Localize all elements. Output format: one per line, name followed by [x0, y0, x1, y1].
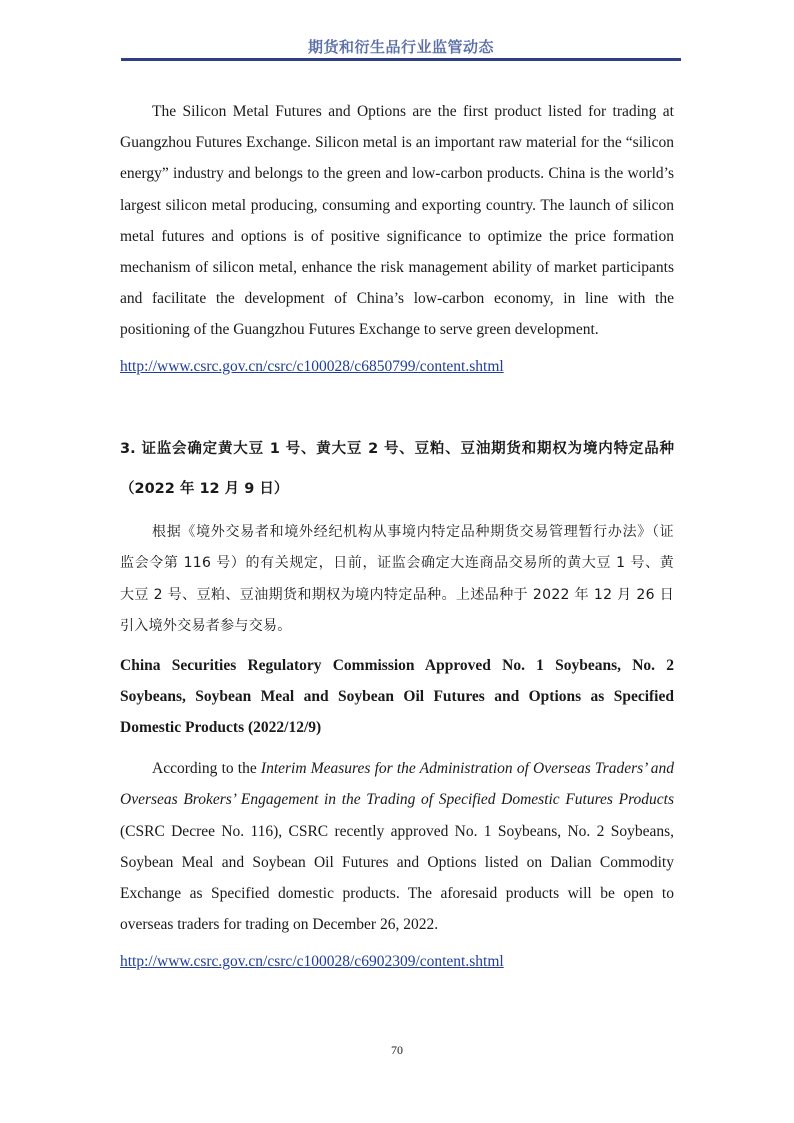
decree-title-italic: Interim Measures for the Administration of Overseas Traders’ and Overseas Brokers’ Engagement in the Trading of Specified Domestic Futures Products — [120, 760, 674, 809]
section-3-title-cn: 3. 证监会确定黄大豆 1 号、黄大豆 2 号、豆粕、豆油期货和期权为境内特定品种（2022 年 12 月 9 日） — [120, 440, 674, 497]
page-number: 70 — [391, 1043, 403, 1057]
section-3-body-cn: 根据《境外交易者和境外经纪机构从事境内特定品种期货交易管理暂行办法》（证监会令第 116 号）的有关规定，日前，证监会确定大连商品交易所的黄大豆 1 号、黄大豆 2 号、豆粕、豆油期货和期权为境内特定品种。上述品种于 2022 年 12 月 26 日引入境外交易者参与交易。 — [120, 523, 674, 635]
page-header-title: 期货和衍生品行业监管动态 — [307, 38, 494, 56]
silicon-metal-paragraph: The Silicon Metal Futures and Options are the first product listed for trading at Guangzhou Futures Exchange. Silicon metal is an important raw material for the “silicon energy” industry and belongs to the green and low-carbon products. China is the world’s largest silicon metal producing, consuming and exporting country. The launch of silicon metal futures and options is of positive significance to optimize the price formation mechanism of silicon metal, enhance the risk management ability of market participants and facilitate the development of China’s low-carbon economy, in line with the positioning of the Guangzhou Futures Exchange to serve green development. — [120, 103, 674, 339]
csrc-link-silicon-metal[interactable]: http://www.csrc.gov.cn/csrc/c100028/c6850799/content.shtml — [120, 357, 504, 375]
csrc-link-soybeans[interactable]: http://www.csrc.gov.cn/csrc/c100028/c6902309/content.shtml — [120, 953, 504, 971]
body-en-prefix: According to the — [152, 760, 261, 778]
section-3-body-en — [120, 753, 674, 940]
page-content — [120, 96, 674, 972]
section-3-title-en: China Securities Regulatory Commission Approved No. 1 Soybeans, No. 2 Soybeans, Soybean Meal and Soybean Oil Futures and Options as Specified Domestic Products (2022/12/9) — [120, 656, 674, 737]
header-divider — [121, 58, 681, 61]
body-en-suffix: (CSRC Decree No. 116), CSRC recently approved No. 1 Soybeans, No. 2 Soybeans, Soybean Meal and Soybean Oil Futures and Options listed on Dalian Commodity Exchange as Specified domestic products. The aforesaid products will be open to overseas traders for trading on December 26, 2022. — [120, 822, 674, 934]
